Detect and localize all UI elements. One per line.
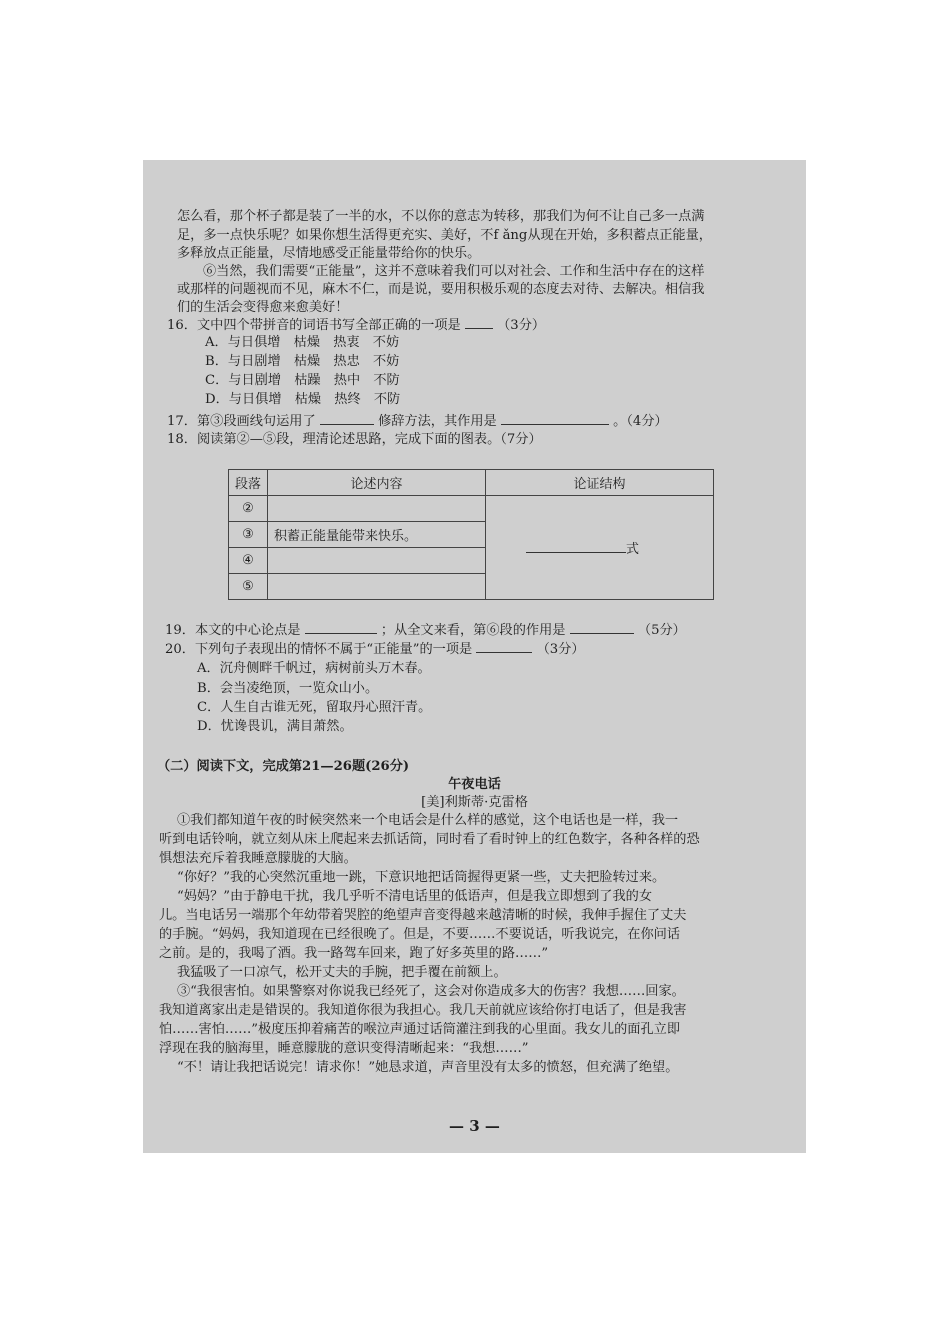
header-paragraph: 段落: [229, 470, 268, 496]
option-a: A．沉舟侧畔千帆过，病树前头万木春。: [197, 661, 431, 676]
story-line: 的手腕。“妈妈，我知道现在已经很晚了。但是，不要……不要说话，听我说完，在你问话: [159, 927, 681, 942]
content-cell[interactable]: [268, 574, 486, 600]
option-b: B．与日剧增 枯燥 热忠 不妨: [205, 354, 400, 369]
answer-blank[interactable]: [465, 316, 493, 329]
answer-blank[interactable]: [305, 621, 377, 634]
story-line: 听到电话铃响，就立刻从床上爬起来去抓话筒，同时看了看时钟上的红色数字，各种各样的恐: [159, 832, 700, 847]
story-author: [美]利斯蒂·克雷格: [421, 795, 528, 810]
story-line: 我知道离家出走是错误的。我知道你很为我担心。我几天前就应该给你打电话了，但是我害: [159, 1003, 687, 1018]
text-line: ⑥当然，我们需要“正能量”，这并不意味着我们可以对社会、工作和生活中存在的这样: [203, 264, 705, 279]
question-score: （3分）: [497, 318, 546, 333]
answer-table: [228, 469, 714, 600]
answer-blank[interactable]: [320, 412, 374, 425]
story-line: ①我们都知道午夜的时候突然来一个电话会是什么样的感觉，这个电话也是一样，我一: [177, 813, 679, 828]
header-content: 论述内容: [268, 470, 486, 496]
content-cell[interactable]: [268, 496, 486, 522]
structure-suffix: 式: [626, 542, 640, 557]
question-score: 。（4分）: [613, 414, 668, 429]
answer-blank[interactable]: [570, 621, 634, 634]
header-structure: 论证结构: [486, 470, 714, 496]
row-number: ②: [229, 496, 268, 522]
story-line: 浮现在我的脑海里，睡意朦胧的意识变得清晰起来：“我想……”: [159, 1041, 529, 1056]
story-title: 午夜电话: [448, 777, 501, 792]
story-line: “你好？”我的心突然沉重地一跳，下意识地把话筒握得更紧一些，丈夫把脸转过来。: [177, 870, 666, 885]
option-c: C．人生自古谁无死，留取丹心照汗青。: [197, 700, 432, 715]
question-stem: 16．文中四个带拼音的词语书写全部正确的一项是: [167, 318, 461, 333]
question-20: [165, 640, 585, 659]
answer-blank[interactable]: [501, 412, 609, 425]
question-16: [167, 316, 545, 335]
question-stem-cont: 修辞方法，其作用是: [378, 414, 497, 429]
row-number: ④: [229, 548, 268, 574]
text-line: 们的生活会变得愈来愈美好！: [177, 300, 349, 315]
table-row: [229, 496, 714, 522]
story-line: 惧想法充斥着我睡意朦胧的大脑。: [159, 851, 357, 866]
story-line: 儿。当电话另一端那个年幼带着哭腔的绝望声音变得越来越清晰的时候，我伸手握住了丈夫: [159, 908, 687, 923]
text-line: 或那样的问题视而不见，麻木不仁，而是说，要用积极乐观的态度去对待、去解决。相信我: [177, 282, 705, 297]
story-line: “不！请让我把话说完！请求你！”她恳求道，声音里没有太多的愤怒，但充满了绝望。: [177, 1060, 679, 1075]
option-a: A．与日俱增 枯燥 热衷 不妨: [205, 335, 400, 350]
question-score: （3分）: [536, 642, 585, 657]
content-cell: 积蓄正能量能带来快乐。: [268, 522, 486, 548]
row-number: ③: [229, 522, 268, 548]
text-line: 足，多一点快乐呢？如果你想生活得更充实、美好，不f ǎng从现在开始，多积蓄点正能量，: [177, 228, 712, 243]
story-line: ③“我很害怕。如果警察对你说我已经死了，这会对你造成多大的伤害？我想……回家。: [177, 984, 685, 999]
story-line: “妈妈？”由于静电干扰，我几乎听不清电话里的低语声，但是我立即想到了我的女: [177, 889, 653, 904]
page-number: — 3 —: [449, 1117, 500, 1135]
answer-blank[interactable]: [476, 640, 532, 653]
structure-cell[interactable]: [486, 496, 714, 600]
option-d: D．与日俱增 枯燥 热终 不防: [205, 392, 401, 407]
question-stem: 19．本文的中心论点是: [165, 623, 301, 638]
content-cell[interactable]: [268, 548, 486, 574]
question-19: [165, 621, 686, 640]
table-header-row: [229, 470, 714, 496]
answer-blank[interactable]: [526, 540, 626, 553]
text-line: 多释放点正能量，尽情地感受正能量带给你的快乐。: [177, 246, 481, 261]
option-d: D．忧谗畏讥，满目萧然。: [197, 719, 353, 734]
question-stem-cont: ；从全文来看，第⑥段的作用是: [380, 623, 566, 638]
section-heading: （二）阅读下文，完成第21—26题(26分): [157, 759, 410, 774]
question-stem: 20．下列句子表现出的情怀不属于“正能量”的一项是: [165, 642, 473, 657]
story-line: 我猛吸了一口凉气，松开丈夫的手腕，把手覆在前额上。: [177, 965, 507, 980]
story-line: 怕……害怕……”极度压抑着痛苦的喉泣声通过话筒灌注到我的心里面。我女儿的面孔立即: [159, 1022, 681, 1037]
question-18: 18．阅读第②—⑤段，理清论述思路，完成下面的图表。（7分）: [167, 432, 542, 447]
exam-page: [143, 160, 806, 1153]
option-b: B．会当凌绝顶，一览众山小。: [197, 681, 379, 696]
text-line: 怎么看，那个杯子都是装了一半的水，不以你的意志为转移，那我们为何不让自己多一点满: [177, 209, 705, 224]
question-score: （5分）: [637, 623, 686, 638]
question-stem: 17．第③段画线句运用了: [167, 414, 316, 429]
question-17: [167, 412, 668, 431]
row-number: ⑤: [229, 574, 268, 600]
option-c: C．与日剧增 枯躁 热中 不防: [205, 373, 400, 388]
story-line: 之前。是的，我喝了酒。我一路驾车回来，跑了好多英里的路……”: [159, 946, 549, 961]
